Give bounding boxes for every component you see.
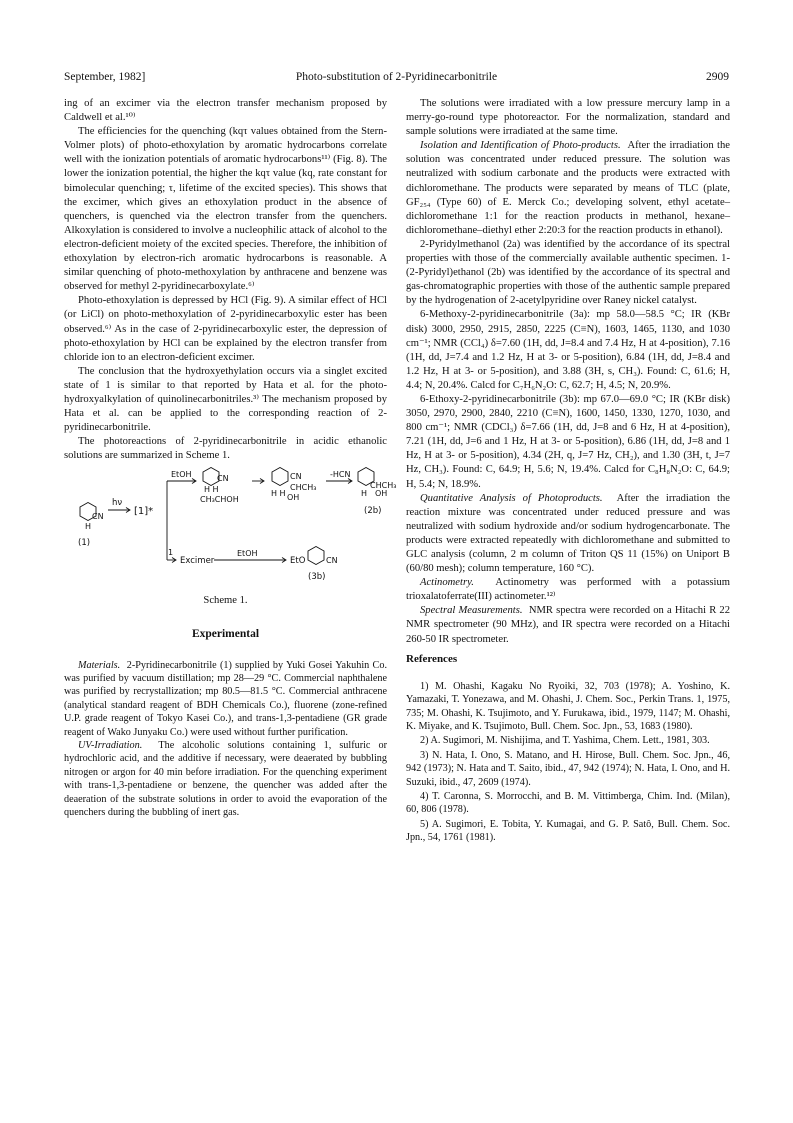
paragraph: 6-Methoxy-2-pyridinecarbonitrile (3a): mp 58.0—58.5 °C; IR (KBr disk) 3000, 2950, 2915, 2850, 2225 (C≡N), 1603, 1465, 1130, and 1030 cm⁻¹; NMR (CCl₄) δ=7.60 (1H, dd, J=8.4 and 7.4 Hz, H at 4-position), 7.16 (1H, dd, J=7.4 and 1.2 Hz, H at 3- or 5-position), 6.84 (1H, dd, J=8.4 and 1.2 Hz, H at 3- or 5-position), and 3.88 (3H, s, CH₃). Found: C, 61.6; H, 4.4; N, 20.4%. Calcd for C₇H₆N₂O: C, 62.7; H, 4.5; N, 20.9%.	[406, 309, 730, 391]
etoh-label: EtOH	[171, 470, 192, 480]
oh-label: OH	[375, 489, 388, 499]
compound-2b-label: (2b)	[364, 506, 382, 517]
paragraph: The efficiencies for the quenching (kqτ values obtained from the Stern-Volmer plots) of photo-ethoxylation by aromatic hydrocarbons correlate well with the ionization potentials of aromatic hydrocarbons¹¹⁾ (Fig. 8). The lower the ionization potential, the higher the kqτ value (kq, rate constant for bimolecular quenching; τ, lifetime of the excited species). This shows that the excimer, which gives an ethoxylation product in the absence of quenchers, is quenched via the electron transfer from the quenchers. Alkoxylation is considered to involve a nucleophilic attack of alcohol to the electron-deficient moiety of the excited species. Therefore, the inhibition of ethoxylation by electron-rich aromatic hydrocarbons is reasonable. A similar quenching of photo-methoxylation by anthracene and benzene was observed for methyl 2-pyridinecarboxylate.⁶⁾	[64, 126, 387, 293]
cn-label: CN	[326, 556, 338, 566]
cn-label: CN	[92, 512, 104, 522]
cn-label: CN	[290, 472, 302, 482]
paragraph-text: NMR spectra were recorded on a Hitachi R 22 NMR spectrometer (90 MHz), and IR spectra were recorded on a Hitachi 260-50 IR spectrometer.	[406, 605, 731, 645]
reference-item: 5) A. Sugimori, E. Tobita, Y. Kumagai, and G. P. Satô, Bull. Chem. Soc. Jpn., 54, 1761 (1981).	[406, 818, 730, 844]
cn-label: CN	[217, 474, 229, 484]
compound-1-label: (1)	[78, 538, 91, 549]
paragraph: 6-Ethoxy-2-pyridinecarbonitrile (3b): mp 67.0—69.0 °C; IR (KBr disk) 3050, 2970, 2900, 2840, 2210 (C≡N), 1600, 1450, 1330, 1270, 1030, and 800 cm⁻¹; NMR (CDCl₃) δ=7.66 (1H, dd, J=8 and 6 Hz, H at 4-position), 7.21 (1H, dd, J=6 and 1 Hz, H at 3- or 5-position), 6.86 (1H, dd, J=8 and 1 Hz, H at 3- or 5-position), 4.34 (2H, q, J=7 Hz, CH₂), and 1.30 (3H, t, J=7 Hz, CH₃). Found: C, 64.9; H, 5.6; N, 19.4%. Calcd for C₈H₈N₂O: C, 64.9; H, 5.4; N, 18.9%.	[406, 393, 730, 490]
paragraph: Photo-ethoxylation is depressed by HCl (Fig. 9). A similar effect of HCl (or LiCl) on photo-methoxylation of 2-pyridinecarboxylic ester has been observed.⁶⁾ As in the case of 2-pyridinecarboxylic ester, the depression of photo-ethoxylation by HCl can be explained by the electron transfer from chloride ion to an electron-deficient excimer.	[64, 295, 387, 363]
paragraph: The solutions were irradiated with a low pressure mercury lamp in a merry-go-round type photoreactor. For the normalization, standard and sample solutions were irradiated at the same time.	[406, 98, 730, 138]
run-in-heading: Isolation and Identification of Photo-products.	[420, 140, 621, 152]
paragraph	[406, 492, 730, 577]
run-in-heading: Quantitative Analysis of Photoproducts.	[420, 492, 603, 504]
header-title: Photo-substitution of 2-Pyridinecarbonitrile	[295, 71, 498, 83]
paragraph	[406, 576, 730, 604]
paragraph-text: The alcoholic solutions containing 1, sulfuric or hydrochloric acid, and the additive if necessary, were deaerated by bubbling nitrogen or argon for 40 min before irradiation. For the quenching experiment with trans-1,3-pentadiene or benzene, the quencher was added after the deaeration of the substrate solutions in order to avoid the evaporation of the quenchers during the bubbling of inert gas.	[64, 740, 387, 819]
paragraph-text: After the irradiation the reaction mixture was concentrated under reduced pressure and was neutralized with sodium hydroxide and/or sodium hydrogencarbonate. The products were extracted repeatedly with dichloromethane and submitted to GLC analysis (column, 2 m column of Triton QS 11 (15%) on Uniport B (60/80 mesh); column temperature, 160 °C).	[406, 492, 730, 575]
pyridine-ring-3b	[308, 547, 324, 565]
paragraph: The photoreactions of 2-pyridinecarbonitrile in acidic ethanolic solutions are summarized in Scheme 1.	[64, 436, 387, 462]
page-number: 2909	[706, 71, 729, 83]
hcn-label: -HCN	[330, 470, 351, 480]
run-in-heading: UV-Irradiation.	[78, 740, 143, 752]
hh-label: H H	[204, 485, 219, 495]
reference-item: 4) T. Caronna, S. Morrocchi, and B. M. Vittimberga, Chim. Ind. (Milan), 60, 806 (1978).	[406, 791, 730, 816]
pyridine-ring-intermediate-2	[272, 468, 288, 486]
h-label: H	[361, 489, 368, 499]
paragraph	[406, 604, 730, 646]
reaction-scheme	[64, 469, 397, 584]
etoh-label: EtOH	[237, 549, 258, 559]
chch3-label: CHCH₃	[370, 481, 397, 491]
h-label: H	[85, 522, 92, 532]
reference-item: 2) A. Sugimori, M. Nishijima, and T. Yashima, Chem. Lett., 1981, 303.	[420, 735, 710, 747]
references-title: References	[406, 652, 458, 665]
arrow-label-1: 1	[168, 548, 174, 558]
reference-item: 1) M. Ohashi, Kagaku No Ryoiki, 32, 703 (1978); A. Yoshino, K. Yamazaki, T. Yonezawa, and M. Ohashi, J. Chem. Soc., Perkin Trans. 1, 1975, 735; M. Ohashi, K. Tsujimoto, and Y. Furukawa, ibid., 1979, 1147; M. Ohashi, K. Miyake, and K. Tsujimoto, Bull. Chem. Soc. Jpn., 53, 1683 (1980).	[406, 680, 730, 732]
excimer-label: Excimer	[180, 556, 215, 567]
oh-label: OH	[287, 493, 300, 503]
compound-3b-label: (3b)	[308, 572, 326, 583]
paragraph-text: Actinometry was performed with a potassium trioxalatoferrate(III) actinometer.¹²⁾	[406, 577, 730, 603]
left-column	[64, 97, 397, 820]
paragraph: 2-Pyridylmethanol (2a) was identified by the accordance of its spectral properties with those of the commercially available authentic specimen. 1-(2-Pyridyl)ethanol (2b) was identified by the accordance of its spectral and gas-chromatographic properties with those of the authentic sample prepared by the hydrogenation of 2-acetylpyridine over Raney nickel catalyst.	[406, 238, 730, 307]
right-column	[406, 97, 730, 846]
paragraph	[64, 739, 387, 819]
hv-label: hν	[112, 498, 123, 509]
ch3choh-label: CH₃CHOH	[200, 495, 239, 505]
scheme-figure	[64, 469, 397, 584]
run-in-heading: Actinometry.	[420, 577, 474, 589]
paragraph	[64, 659, 387, 739]
reference-item: 3) N. Hata, I. Ono, S. Matano, and H. Hirose, Bull. Chem. Soc. Jpn., 46, 942 (1973); N. Hata and T. Saito, ibid., 47, 942 (1974); N. Hata, I. Ono, and H. Suzuki, ibid., 47, 2609 (1974).	[406, 749, 730, 788]
chch3-label: CHCH₃	[290, 483, 317, 493]
scheme-caption: Scheme 1.	[203, 595, 248, 607]
paragraph: The conclusion that the hydroxyethylation occurs via a singlet excited state of 1 is similar to that reported by Hata et al. for the photo-hydroxyalkylation of quinolinecarbonitriles.³⁾ The mechanism proposed by Hata et al. can be applied to the corresponding reaction of 2-pyridinecarbonitrile.	[64, 365, 387, 434]
running-header	[64, 71, 729, 87]
bracket-label: [1]*	[134, 506, 154, 518]
run-in-heading: Materials.	[78, 659, 121, 671]
eto-label: EtO	[290, 556, 306, 567]
paragraph	[406, 139, 730, 238]
paragraph-text: 2-Pyridinecarbonitrile (1) supplied by Yuki Gosei Yakuhin Co. was purified by vacuum distillation; mp 28—29 °C. Commercial naphthalene was purified by recrystallization; mp 80.5—81.5 °C. Commercial anthracene (analytical standard reagent of BDH Chemicals Co.), fluorene (zone-refined U.P. grade reagent of Tokyo Kasei Co.), and trans-1,3-pentadiene (GR grade reagent of Wako Junyaku Co.) were used without further purification.	[64, 659, 387, 738]
hh-label: H H	[271, 489, 286, 499]
header-date: September, 1982]	[64, 71, 146, 83]
paragraph: ing of an excimer via the electron transfer mechanism proposed by Caldwell et al.¹⁰⁾	[64, 98, 387, 124]
reference-list	[406, 680, 730, 845]
section-title: Experimental	[191, 627, 260, 640]
run-in-heading: Spectral Measurements.	[420, 605, 523, 617]
paragraph-text: After the irradiation the solution was concentrated under reduced pressure. The solution was neutralized with sodium carbonate and the products were extracted with dichloromethane. The products were separated by means of TLC (plate, GF₂₅₄ (Type 60) of E. Merck Co.; developing solvent, ethyl acetate–dichloromethane 1:1 for the reaction products in methanol, hexane–dichloromethane–diethyl ether 2:20:3 for the reaction products in ethanol).	[406, 140, 730, 236]
